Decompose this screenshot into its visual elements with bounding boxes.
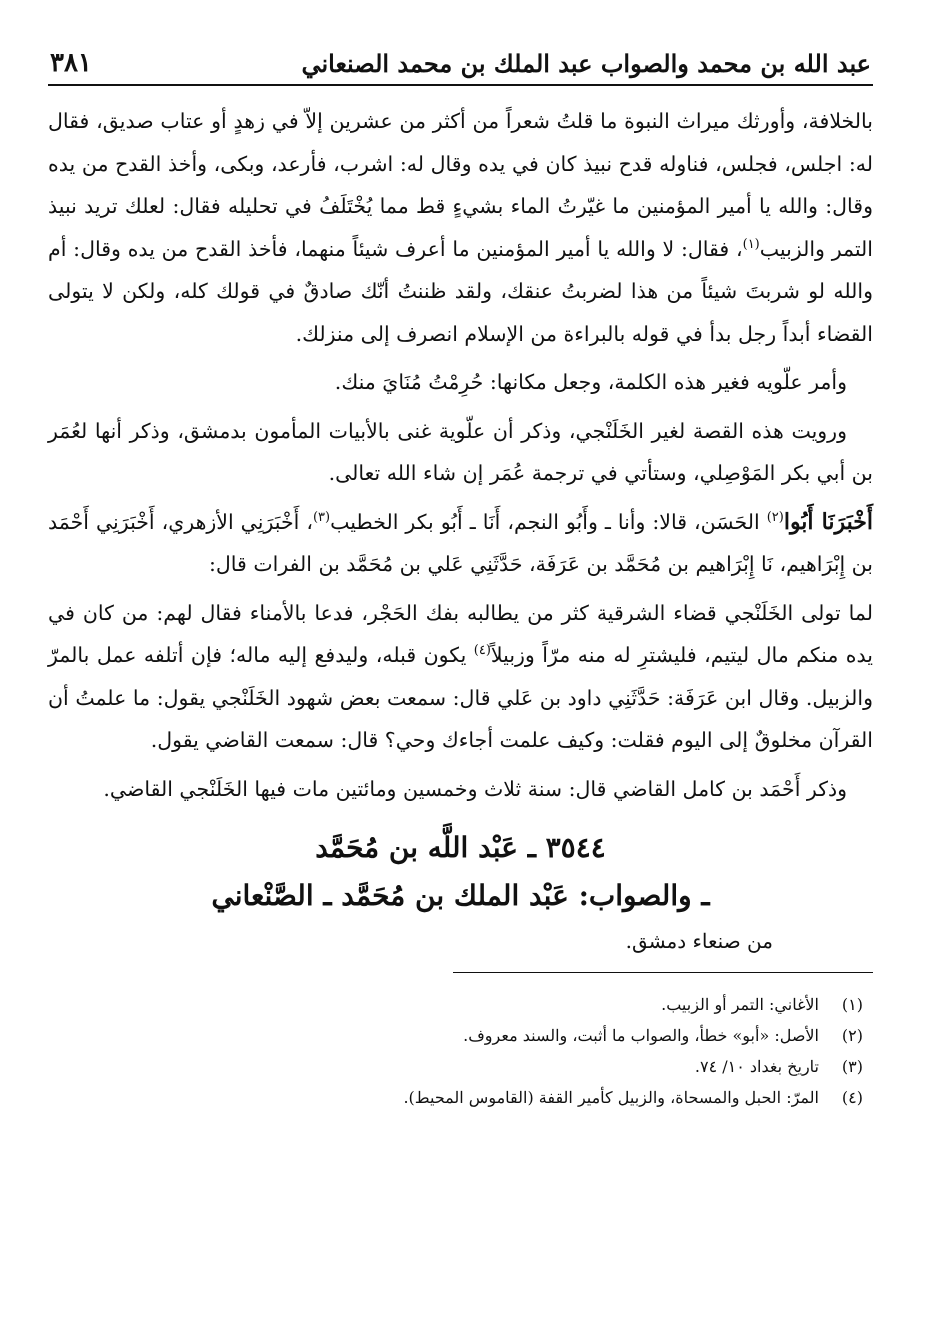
page-header: [48, 28, 873, 86]
paragraph-text: لما تولى الخَلَنْجي قضاء الشرقية كثر من يطالبه بفك الحَجْر، فدعا بالأمناء فقال لهم: من كان في يده منكم مال ليتيم، فليشترِ له منه مرّاً وزبيلاً: [48, 600, 874, 667]
footnotes: [48, 989, 873, 1113]
paragraph: [48, 768, 873, 811]
paragraph-text: ، فقال: لا والله يا أمير المؤمنين ما أعرف شيئاً منهما، فأخذ القدح من يده وقال: أم والله لو شربتَ شيئاً من هذا لضربتُ عنقك، ولقد ظننتُ أنّك صادقٌ في قولك كله، ولكن لا يتولى القضاء أبداً رجل بدأ في قوله بالبراءة من الإسلام انصرف إلى منزلك.: [48, 236, 873, 346]
footnote-marker: (٤): [473, 643, 491, 659]
paragraph: [48, 100, 873, 355]
book-page: [48, 28, 873, 1339]
entry-title-line1: ٣٥٤٤ ـ عَبْد اللَّه بن مُحَمَّد: [315, 831, 606, 864]
entry-title-line2: ـ والصواب: عَبْد الملك بن مُحَمَّد ـ الصَّنْعاني: [211, 879, 710, 912]
footnote: [48, 1051, 863, 1082]
footnote-divider: [453, 972, 873, 973]
footnote-text: الأغاني: التمر أو الزبيب.: [661, 995, 819, 1014]
paragraph-text: يكون قبله، وليدفع إليه ماله؛ فإن أتلفه عمل بالمرّ والزبيل. وقال ابن عَرَفَة: حَدَّثَنِي داود بن عَلي قال: سمعت بعض شهود الخَلَنْجي يقول: ما علمتُ أن القرآن مخلوقٌ إلى اليوم فقلت: وكيف علمت أجاءك وحي؟ قال: سمعت القاضي يقول.: [48, 643, 873, 752]
paragraph-text: وأمر علّويه فغير هذه الكلمة، وجعل مكانها: حُرِمْتُ مُنَايَ منك.: [334, 370, 847, 394]
paragraph-text: الحَسَن، قالا: وأنا ـ وأَبُو النجم، أَنَا ـ أَبُو بكر الخطيب: [330, 509, 767, 534]
footnote-marker: (٢): [766, 509, 784, 525]
entry-text: من صنعاء دمشق.: [625, 929, 773, 953]
paragraph-text: وذكر أَحْمَد بن كامل القاضي قال: سنة ثلاث وخمسين ومائتين مات فيها الخَلَنْجي القاضي.: [103, 776, 847, 801]
paragraph: [48, 361, 873, 404]
footnote-number: (٢): [841, 1026, 863, 1045]
footnote-number: (١): [841, 995, 863, 1014]
isnad-lead: أَخْبَرَنَا أَبُوا: [783, 508, 873, 535]
running-title: عبد الله بن محمد والصواب عبد الملك بن محمد الصنعاني: [301, 49, 871, 78]
footnote-text: تاريخ بغداد ١٠/ ٧٤.: [694, 1057, 819, 1076]
isnad-paragraph: [48, 501, 873, 586]
entry-heading: [48, 824, 873, 920]
paragraph: [48, 410, 873, 495]
footnote: [48, 1020, 863, 1051]
footnote-text: المرّ: الحبل والمسحاة، والزبيل كأمير القفة (القاموس المحيط).: [403, 1088, 819, 1107]
footnote: [48, 989, 863, 1020]
footnote-marker: (١): [742, 236, 760, 252]
paragraph-text: بالخلافة، وأورثك ميراث النبوة ما قلتُ شعراً من أكثر من عشرين إلاّ في زهدٍ أو عتاب صديق، فقال له: اجلس، فجلس، فناوله قدح نبيذ كان في يده وقال له: اشرب، فأرعد، وبكى، وأخذ القدح من يده وقال: والله يا أمير المؤمنين ما غيّرتُ الماء بشيءٍ قط مما يُخْتَلَفُ في تحليله فقال: لعلك تريد نبيذ التمر والزبيب: [48, 109, 873, 261]
page-number: ٣٨١: [50, 48, 92, 78]
footnote-text: الأصل: «أبو» خطأ، والصواب ما أثبت، والسند معروف.: [463, 1026, 819, 1045]
footnote-number: (٤): [841, 1088, 863, 1107]
footnote: [48, 1082, 863, 1113]
paragraph: [48, 592, 873, 762]
footnote-number: (٣): [841, 1057, 863, 1076]
page-body: [48, 100, 873, 1113]
paragraph-text: ، أَخْبَرَنِي الأزهري، أَخْبَرَنِي أَحْمَد بن إِبْرَاهيم، نَا إِبْرَاهيم بن مُحَمَّد بن عَرَفَة، حَدَّثَنِي عَلي بن مُحَمَّد بن الفرات قال:: [48, 509, 873, 576]
paragraph-text: ورويت هذه القصة لغير الخَلَنْجي، وذكر أن علّوية غنى بالأبيات المأمون بدمشق، وذكر أنها لعُمَر بن أبي بكر المَوْصِلي، وستأتي في ترجمة عُمَر إن شاء الله تعالى.: [48, 418, 873, 485]
footnote-marker: (٣): [312, 509, 331, 525]
